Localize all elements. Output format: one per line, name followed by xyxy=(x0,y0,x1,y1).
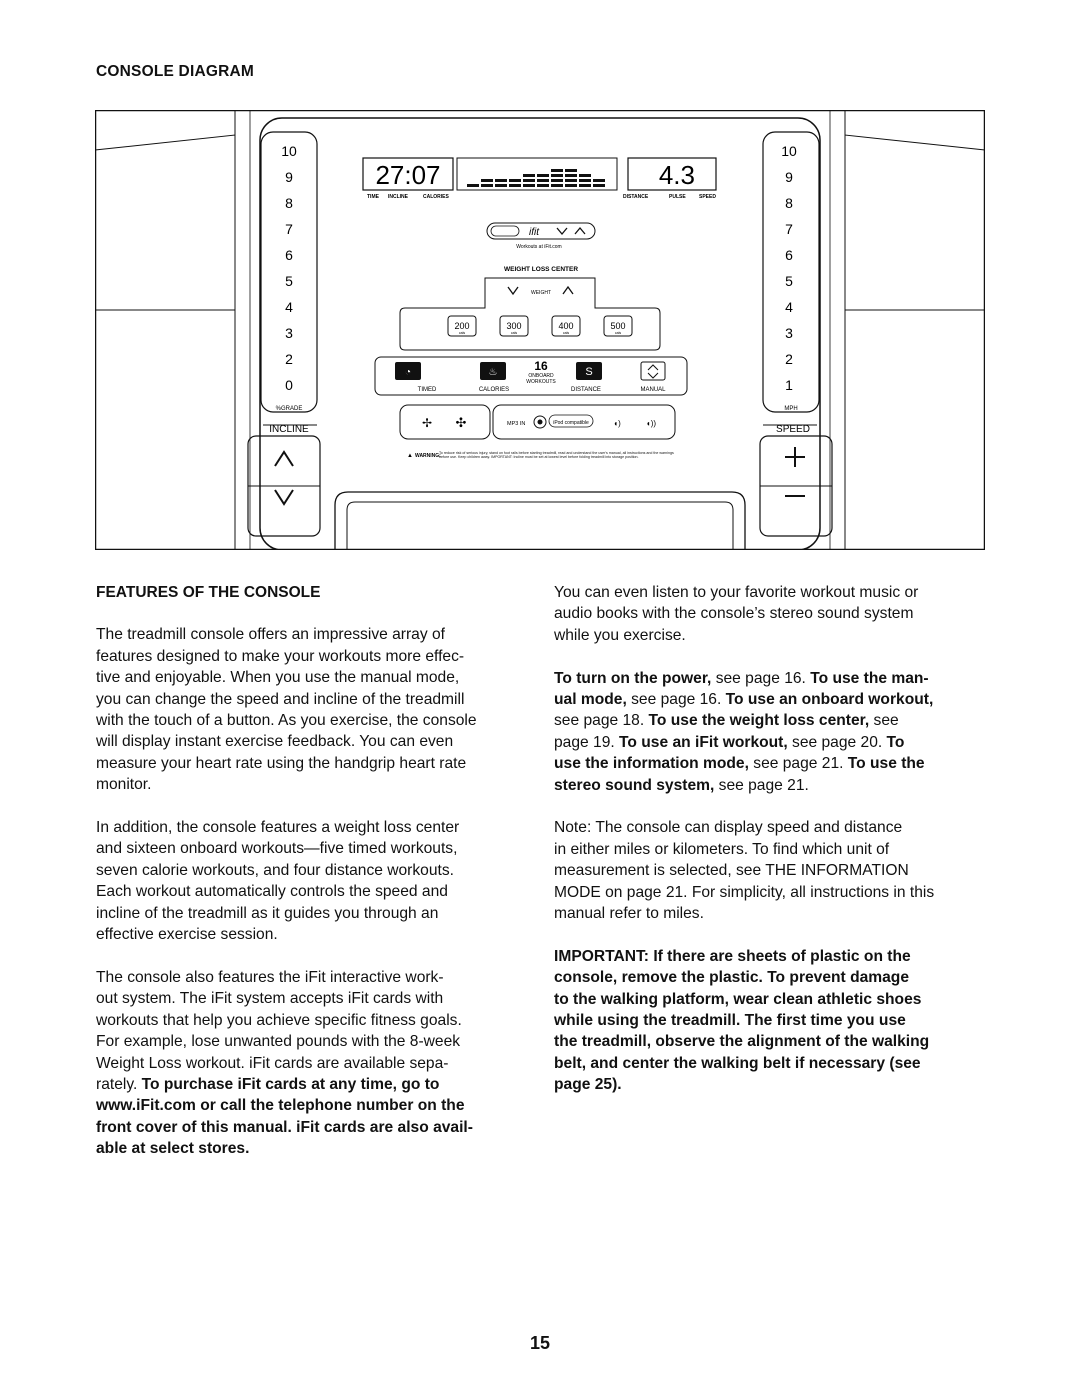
matrix-segment xyxy=(523,179,535,182)
matrix-segment xyxy=(537,184,549,187)
matrix-segment xyxy=(537,174,549,177)
speed-scale-number: 7 xyxy=(785,221,793,237)
paragraph-workouts: In addition, the console features a weight loss center and sixteen onboard workouts—five timed workouts, seven calorie workouts, and four distance workouts. Each workout automatically controls the speed and incline of the treadmill as it guides you through an effective exercise session. xyxy=(96,819,460,944)
label-time: TIME xyxy=(367,194,379,200)
incline-scale-number: 0 xyxy=(285,377,293,393)
reference-page: see page 16. xyxy=(711,669,811,687)
label-calories: CALORIES xyxy=(423,194,449,200)
label-incline: INCLINE xyxy=(388,194,408,200)
page-number: 15 xyxy=(529,1333,551,1353)
incline-label: INCLINE xyxy=(269,424,309,435)
weight-loss-title: WEIGHT LOSS CENTER xyxy=(503,266,579,273)
paragraph-important: IMPORTANT: If there are sheets of plastic on the console, remove the plastic. To prevent damage to the walking platform, wear clean athletic shoes while using the treadmill. The first time you use the treadmill, observe the alignment of the walking belt, and center the walking belt if necessary (see page 25). xyxy=(554,947,930,1094)
reference-topic: To use the man- xyxy=(810,669,929,687)
incline-scale-number: 2 xyxy=(285,351,293,367)
ifit-caption: Workouts at iFit.com xyxy=(516,244,562,250)
reference-topic: To use an iFit workout, xyxy=(619,733,788,751)
features-heading: FEATURES OF THE CONSOLE xyxy=(96,584,321,601)
workouts-label: WORKOUTS xyxy=(526,379,556,385)
matrix-segment xyxy=(579,174,591,177)
matrix-segment xyxy=(481,179,493,182)
speed-scale-number: 4 xyxy=(785,299,793,315)
time-display xyxy=(363,158,453,190)
matrix-segment xyxy=(579,179,591,182)
svg-text:27:07: 27:07 xyxy=(375,160,441,190)
workout-label-timed: TIMED xyxy=(417,387,437,393)
incline-scale-number: 8 xyxy=(285,195,293,211)
svg-text:4.3: 4.3 xyxy=(658,160,695,190)
volume-down-icon[interactable]: ◖) xyxy=(613,419,621,428)
reference-page: see page 20. xyxy=(787,733,887,751)
left-column xyxy=(96,582,536,1181)
matrix-segment xyxy=(551,169,563,172)
paragraph-note: Note: The console can display speed and distance in either miles or kilometers. To find which unit of measurement is selected, see THE INFORMATION MODE on page 21. For simplicity, all instructions in this manual refer to miles. xyxy=(554,819,935,923)
paragraph-ifit: The console also features the iFit interactive work- out system. The iFit system accepts iFit cards with workouts that help you achieve specific fitness goals. For example, lose unwanted pounds with the 8-week Weight Loss workout. iFit cards are available sepa- rately. To purchase iFit cards at any time, go to www.iFit.com or call the telephone number on the front cover of this manual. iFit cards are also avail- able at select stores. xyxy=(96,968,473,1158)
matrix-segment xyxy=(523,174,535,177)
matrix-segment xyxy=(551,179,563,182)
speed-label: SPEED xyxy=(776,424,810,435)
ipod-compatible-badge: iPod compatible xyxy=(553,420,589,426)
matrix-segment xyxy=(509,184,521,187)
matrix-segment xyxy=(579,184,591,187)
reference-topic: use the information mode, xyxy=(554,755,749,773)
incline-scale-number: 3 xyxy=(285,325,293,341)
speed-scale-number: 10 xyxy=(781,143,797,159)
console-diagram xyxy=(95,110,985,550)
calorie-unit: cals xyxy=(510,331,518,335)
reference-page: see page 16. xyxy=(626,691,726,709)
label-distance: DISTANCE xyxy=(623,194,649,200)
warning-icon: ▲ xyxy=(407,453,413,459)
reference-topic: To xyxy=(886,733,905,751)
reference-page: see page 18. xyxy=(554,712,649,730)
matrix-segment xyxy=(509,179,521,182)
matrix-segment xyxy=(593,179,605,182)
reference-page: see xyxy=(869,712,899,730)
reference-topic: To use an onboard workout, xyxy=(725,691,934,709)
incline-scale-number: 4 xyxy=(285,299,293,315)
reference-topic: stereo sound system, xyxy=(554,776,715,794)
matrix-segment xyxy=(537,179,549,182)
workout-label-distance: DISTANCE xyxy=(571,387,601,393)
speed-scale-number: 9 xyxy=(785,169,793,185)
warning-text: To reduce risk of serious injury, stand on foot rails before starting treadmill, read and understand the user's manual, all instructions and the warnings before use. Keep children away. IMPORTANT: Incline must be set at lowest level before folding treadmill into storage position. xyxy=(439,451,674,460)
flame-icon: ♨ xyxy=(488,367,498,378)
matrix-segment xyxy=(565,179,577,182)
warning-title: WARNING: xyxy=(415,453,441,459)
paragraph-music: You can even listen to your favorite workout music or audio books with the console’s stereo sound system while you exercise. xyxy=(554,584,919,644)
matrix-segment xyxy=(565,184,577,187)
fan-low-icon[interactable]: ✢ xyxy=(421,416,433,430)
matrix-segment xyxy=(495,184,507,187)
reference-page: see page 21. xyxy=(748,755,848,773)
volume-up-icon[interactable]: ◖)) xyxy=(645,419,657,428)
speed-scale-number: 5 xyxy=(785,273,793,289)
matrix-segment xyxy=(565,169,577,172)
workout-label-manual: MANUAL xyxy=(640,387,666,393)
matrix-segment xyxy=(593,184,605,187)
calorie-value: 200 xyxy=(454,321,470,331)
incline-scale-number: 10 xyxy=(281,143,297,159)
incline-scale-number: 7 xyxy=(285,221,293,237)
paragraph-references xyxy=(554,668,994,796)
reference-topic: ual mode, xyxy=(554,691,627,709)
ifit-logo: ifit xyxy=(529,227,539,238)
distance-workout-button[interactable] xyxy=(576,362,602,380)
calorie-unit: cals xyxy=(562,331,570,335)
timed-workout-button[interactable] xyxy=(395,362,421,380)
calorie-unit: cals xyxy=(458,331,466,335)
mp3-in-label: MP3 IN xyxy=(507,421,526,427)
matrix-segment xyxy=(495,179,507,182)
matrix-segment xyxy=(481,184,493,187)
right-column xyxy=(554,582,994,1117)
incline-scale-number: 9 xyxy=(285,169,293,185)
reference-topic: To use the weight loss center, xyxy=(648,712,870,730)
label-speed: SPEED xyxy=(699,194,716,200)
speed-unit: MPH xyxy=(784,406,798,412)
incline-scale-number: 5 xyxy=(285,273,293,289)
calories-workout-button[interactable] xyxy=(480,362,506,380)
console-diagram-heading: CONSOLE DIAGRAM xyxy=(96,63,254,80)
matrix-segment xyxy=(565,174,577,177)
workout-label-calories: CALORIES xyxy=(478,387,510,393)
incline-unit: %GRADE xyxy=(275,406,303,412)
onboard-label: ONBOARD xyxy=(528,373,554,379)
label-pulse: PULSE xyxy=(669,194,686,200)
reference-page: page 19. xyxy=(554,733,620,751)
matrix-segment xyxy=(523,184,535,187)
paragraph-intro: The treadmill console offers an impressive array of features designed to make your workouts more effec- tive and enjoyable. When you use the manual mode, you can change the speed and incline of the treadmill with the touch of a button. As you exercise, the console will display instant exercise feedback. You can even measure your heart rate using the handgrip heart rate monitor. xyxy=(96,626,477,794)
calorie-unit: cals xyxy=(614,331,622,335)
calorie-value: 300 xyxy=(506,321,522,331)
speed-scale-number: 2 xyxy=(785,351,793,367)
reference-topic: To turn on the power, xyxy=(554,669,712,687)
matrix-segment xyxy=(551,174,563,177)
speed-scale-number: 1 xyxy=(785,377,793,393)
calorie-value: 400 xyxy=(558,321,574,331)
calorie-value: 500 xyxy=(610,321,626,331)
incline-scale-number: 6 xyxy=(285,247,293,263)
matrix-segment xyxy=(551,184,563,187)
timed-icon: ◔ xyxy=(404,367,412,378)
route-icon: S xyxy=(585,366,593,378)
fan-high-icon[interactable]: ✣ xyxy=(455,415,467,430)
weight-label: WEIGHT xyxy=(531,290,551,296)
speed-scale-number: 8 xyxy=(785,195,793,211)
onboard-count: 16 xyxy=(534,359,548,373)
speed-scale-number: 6 xyxy=(785,247,793,263)
reference-topic: To use the xyxy=(847,755,925,773)
matrix-segment xyxy=(467,184,479,187)
speed-scale-number: 3 xyxy=(785,325,793,341)
reference-page: see page 21. xyxy=(714,776,809,794)
